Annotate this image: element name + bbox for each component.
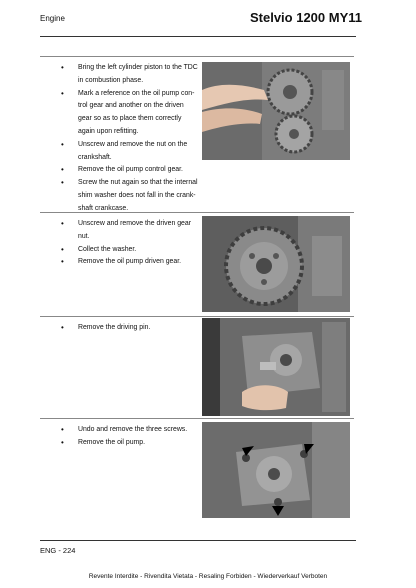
step-list: [58, 322, 198, 335]
procedure-block-2: [40, 212, 354, 318]
header-rule: [40, 36, 356, 37]
step-item: • Bring the left cylinder piston to the TDC in combustion phase.: [58, 62, 198, 88]
page-number: ENG - 224: [40, 546, 76, 555]
block-divider: [40, 212, 354, 213]
footer-notice: Revente Interdite - Rivendita Vietata - Resaling Forbiden - Wiederverkauf Verboten: [88, 573, 328, 580]
step-item: • Remove the oil pump.: [58, 437, 198, 450]
procedure-block-4: [40, 418, 354, 526]
step-item: • Remove the driving pin.: [58, 322, 198, 335]
block-divider: [40, 56, 354, 57]
step-item: • Mark a reference on the oil pump con-trol gear and another on the driven gear so as to place them correctly again upon refitting.: [58, 88, 198, 139]
step-list: [58, 62, 198, 216]
photo-oil-pump-arrows: [202, 422, 350, 518]
step-item: • Unscrew and remove the nut on the crankshaft.: [58, 139, 198, 165]
photo-driven-gear: [202, 216, 350, 312]
photo-driving-pin: [202, 318, 350, 416]
step-item: • Collect the washer.: [58, 244, 198, 257]
step-item: • Remove the oil pump control gear.: [58, 164, 198, 177]
block-divider: [40, 316, 354, 317]
step-item: • Unscrew and remove the driven gear nut.: [58, 218, 198, 244]
procedure-block-1: [40, 56, 354, 212]
header-section-label: Engine: [40, 14, 65, 23]
procedure-block-3: [40, 316, 354, 418]
photo-hand-on-gears: [202, 62, 350, 160]
footer-rule: [40, 540, 356, 541]
step-list: [58, 424, 198, 450]
header-title: Stelvio 1200 MY11: [249, 10, 362, 25]
step-item: • Screw the nut again so that the internal shim washer does not fall in the crank-shaft crankcase.: [58, 177, 198, 215]
step-item: • Undo and remove the three screws.: [58, 424, 198, 437]
step-list: [58, 218, 198, 269]
block-divider: [40, 418, 354, 419]
step-item: • Remove the oil pump driven gear.: [58, 256, 198, 269]
